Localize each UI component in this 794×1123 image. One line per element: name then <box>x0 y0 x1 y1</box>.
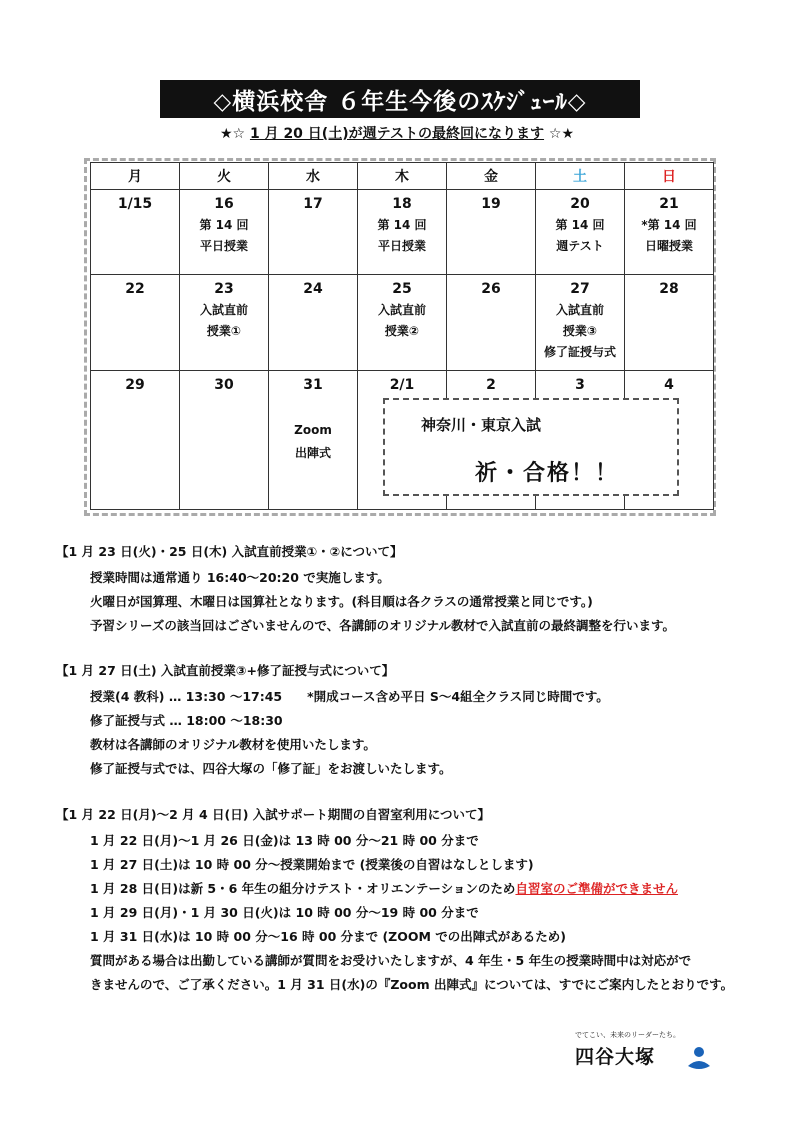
study-room-unavailable-notice: 自習室のご準備ができません <box>515 881 678 896</box>
calendar-cell <box>91 275 180 371</box>
day-number: 26 <box>481 281 501 297</box>
calendar-week-1 <box>91 190 714 275</box>
brand-mark-icon <box>685 1044 713 1072</box>
calendar-cell <box>180 190 269 275</box>
section-line: きませんので、ご了承ください。1 月 31 日(水)の『Zoom 出陣式』については、すでにご案内したとおりです。 <box>90 977 734 992</box>
calendar-cell <box>447 190 536 275</box>
section-heading: 【1 月 23 日(火)・25 日(木) 入試直前授業①・②について】 <box>56 544 403 559</box>
weekday-thu: 木 <box>358 163 447 190</box>
event-round: 第 14 回 <box>199 218 249 232</box>
event-type: 平日授業 <box>377 239 426 253</box>
event-title: 入試直前 <box>377 303 426 317</box>
weekday-tue: 火 <box>180 163 269 190</box>
calendar-cell <box>358 190 447 275</box>
calendar-cell <box>625 190 714 275</box>
day-number: 30 <box>214 377 234 393</box>
good-luck-message: 祈・合格！！ <box>475 461 620 486</box>
day-number: 19 <box>481 196 501 212</box>
day-number: 27 <box>570 281 590 297</box>
section-line: 1 月 29 日(月)・1 月 30 日(火)は 10 時 00 分～19 時 00 分まで <box>90 905 479 920</box>
calendar-cell <box>269 371 358 510</box>
day-number: 20 <box>570 196 590 212</box>
weekday-sat: 土 <box>536 163 625 190</box>
calendar-cell <box>269 190 358 275</box>
subtitle <box>0 123 794 143</box>
section-line: 修了証授与式 … 18:00 ～18:30 <box>90 713 283 728</box>
exam-region-label: 神奈川・東京入試 <box>421 416 542 434</box>
weekday-mon: 月 <box>91 163 180 190</box>
subtitle-prefix: ★☆ <box>219 126 250 142</box>
weekday-header-row <box>91 163 714 190</box>
calendar-cell <box>91 190 180 275</box>
event-type: 日曜授業 <box>644 239 693 253</box>
subtitle-text: 1 月 20 日(土)が週テストの最終回になります <box>249 126 545 142</box>
day-number: 17 <box>303 196 323 212</box>
logo-name: 四谷大塚 <box>575 1046 656 1068</box>
section-heading: 【1 月 22 日(月)～2 月 4 日(日) 入試サポート期間の自習室利用について】 <box>56 807 491 822</box>
line-text: 1 月 28 日(日)は新 5・6 年生の組分けテスト・オリエンテーションのため <box>90 881 516 896</box>
section-line: 1 月 31 日(水)は 10 時 00 分～16 時 00 分まで (ZOOM での出陣式があるため) <box>90 929 567 944</box>
event-subtitle: 授業① <box>206 324 242 338</box>
day-number: 16 <box>214 196 234 212</box>
section-direct-lesson-3-ceremony <box>56 661 766 781</box>
section-direct-lessons-1-2 <box>56 542 766 638</box>
calendar-cell <box>625 275 714 371</box>
day-number: 25 <box>392 281 412 297</box>
section-study-room <box>56 805 766 997</box>
event-type: 週テスト <box>556 239 604 253</box>
brand-logo <box>575 1030 725 1075</box>
calendar-cell <box>358 275 447 371</box>
event-round: 第 14 回 <box>555 218 605 232</box>
day-number: 21 <box>659 196 679 212</box>
day-number: 22 <box>125 281 145 297</box>
calendar-cell <box>269 275 358 371</box>
section-line: 質問がある場合は出勤している講師が質問をお受けいたしますが、4 年生・5 年生の授業時間中は対応がで <box>90 953 692 968</box>
logo-tagline: でてこい、未来のリーダーたち。 <box>575 1031 680 1039</box>
event-ceremony: 出陣式 <box>294 446 331 460</box>
calendar-week-2 <box>91 275 714 371</box>
event-title: 入試直前 <box>199 303 248 317</box>
calendar-cell <box>536 275 625 371</box>
section-line: 火曜日が国算理、木曜日は国算社となります。(科目順は各クラスの通常授業と同じです。) <box>90 594 593 609</box>
section-line: 1 月 27 日(土)は 10 時 00 分～授業開始まで (授業後の自習はなしとします) <box>90 857 534 872</box>
calendar-cell <box>180 275 269 371</box>
page-title: ◇横浜校舎 ６年生今後のｽｹｼﾞｭｰﾙ◇ <box>160 80 640 118</box>
calendar-cell <box>91 371 180 510</box>
calendar-cell <box>536 190 625 275</box>
exam-callout <box>383 398 679 496</box>
day-number: 4 <box>664 377 674 393</box>
subtitle-suffix: ☆★ <box>544 126 575 142</box>
event-round: 第 14 回 <box>377 218 427 232</box>
event-type: 平日授業 <box>199 239 248 253</box>
day-number: 31 <box>303 377 323 393</box>
day-number: 28 <box>659 281 679 297</box>
day-number: 23 <box>214 281 234 297</box>
section-heading: 【1 月 27 日(土) 入試直前授業③+修了証授与式について】 <box>56 663 395 678</box>
day-number: 1/15 <box>117 196 153 212</box>
event-round: *第 14 回 <box>641 218 697 232</box>
section-line: 教材は各講師のオリジナル教材を使用いたします。 <box>90 737 376 752</box>
day-number: 24 <box>303 281 323 297</box>
section-line: 授業時間は通常通り 16:40～20:20 で実施します。 <box>90 570 390 585</box>
day-number: 3 <box>575 377 585 393</box>
section-line: 修了証授与式では、四谷大塚の「修了証」をお渡しいたします。 <box>90 761 452 776</box>
weekday-sun: 日 <box>625 163 714 190</box>
day-number: 2/1 <box>389 377 415 393</box>
event-subtitle: 授業③ <box>562 324 598 338</box>
day-number: 18 <box>392 196 412 212</box>
weekday-fri: 金 <box>447 163 536 190</box>
day-number: 29 <box>125 377 145 393</box>
event-zoom: Zoom <box>294 423 332 437</box>
event-subtitle: 授業② <box>384 324 420 338</box>
section-line: 授業(4 教科) … 13:30 ～17:45 *開成コース含め平日 S～4組全クラス同じ時間です。 <box>90 689 609 704</box>
section-line: 予習シリーズの該当回はございませんので、各講師のオリジナル教材で入試直前の最終調整を行います。 <box>90 618 676 633</box>
section-line: 1 月 22 日(月)～1 月 26 日(金)は 13 時 00 分～21 時 00 分まで <box>90 833 479 848</box>
weekday-wed: 水 <box>269 163 358 190</box>
day-number: 2 <box>486 377 496 393</box>
calendar-cell <box>180 371 269 510</box>
event-title: 入試直前 <box>555 303 604 317</box>
event-ceremony: 修了証授与式 <box>543 345 616 359</box>
section-line <box>56 877 766 901</box>
calendar-cell <box>447 275 536 371</box>
